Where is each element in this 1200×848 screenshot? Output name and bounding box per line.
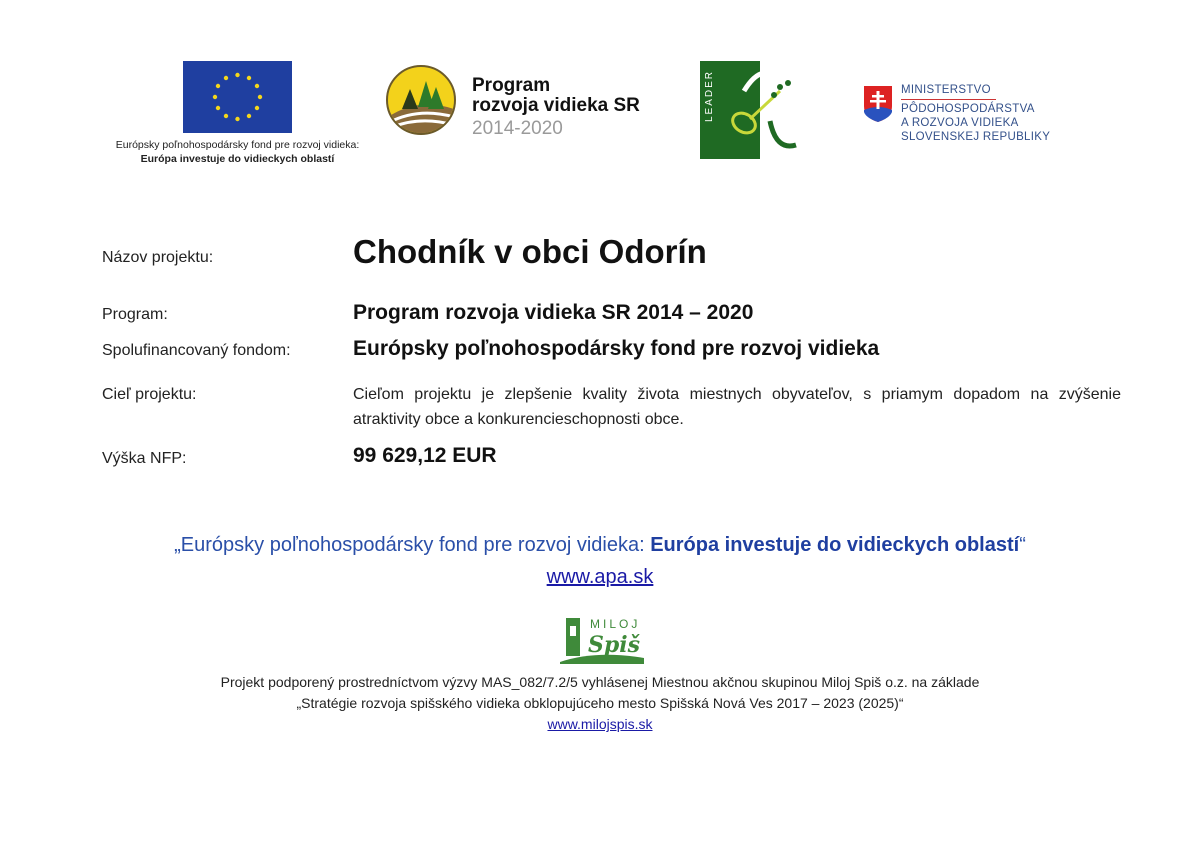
apa-link-row <box>0 566 1200 589</box>
nfp-label: Výška NFP: <box>102 450 187 467</box>
program-label: Program: <box>102 306 168 323</box>
eu-caption-line2: Európa investuje do vidieckych oblastí <box>140 153 335 165</box>
fund-label: Spolufinancovaný fondom: <box>102 342 291 359</box>
eu-caption <box>95 138 380 166</box>
svg-text:Spiš: Spiš <box>588 632 641 658</box>
ministry-line1: MINISTERSTVO <box>901 84 991 96</box>
prv-title <box>472 76 640 116</box>
leader-text: LEADER <box>704 70 715 123</box>
ministry-line3: A ROZVOJA VIDIEKA <box>901 117 1019 129</box>
program-value: Program rozvoja vidieka SR 2014 – 2020 <box>353 301 754 324</box>
footer-line1: Projekt podporený prostredníctvom výzvy MAS_082/7.2/5 vyhlásenej Miestnou akčnou skupinou Miloj Spiš o.z. na základe <box>220 674 980 690</box>
leader-emblem-icon <box>700 61 800 159</box>
footer-link-row <box>0 716 1200 732</box>
slogan-part1: „Európsky poľnohospodársky fond pre rozvoj vidieka: <box>174 534 651 556</box>
milojspis-link[interactable]: www.milojspis.sk <box>547 716 653 732</box>
prv-year: 2014-2020 <box>472 118 563 139</box>
footer-line2: „Stratégie rozvoja spišského vidieka obklopujúceho mesto Spišská Nová Ves 2017 – 2023 (2025)“ <box>296 695 904 711</box>
eu-flag-icon <box>183 61 292 133</box>
prv-landscape-icon <box>386 65 456 135</box>
slogan <box>0 534 1200 557</box>
miloj-spis-tower-icon <box>556 612 648 664</box>
goal-value: Cieľom projektu je zlepšenie kvality života miestnych obyvateľov, s priamym dopadom na zvýšenie atraktivity obce a konkurencieschopnosti obce. <box>353 386 1121 428</box>
slogan-part2: Európa investuje do vidieckych oblastí <box>650 534 1020 556</box>
project-name-value: Chodník v obci Odorín <box>353 233 707 270</box>
svg-text:MILOJ: MILOJ <box>590 617 641 631</box>
ministry-name <box>901 83 1050 144</box>
fund-value: Európsky poľnohospodársky fond pre rozvoj vidieka <box>353 337 880 360</box>
slogan-part3: “ <box>1019 534 1026 556</box>
nfp-value: 99 629,12 EUR <box>353 444 497 467</box>
eu-caption-line1: Európsky poľnohospodársky fond pre rozvoj vidieka: <box>115 139 360 151</box>
prv-line1: Program <box>472 75 551 96</box>
ministry-line2: PÔDOHOSPODÁRSTVA <box>901 103 1035 115</box>
ministry-line4: SLOVENSKEJ REPUBLIKY <box>901 131 1051 143</box>
apa-link[interactable]: www.apa.sk <box>546 566 654 588</box>
ministry-divider <box>901 99 996 100</box>
goal-label: Cieľ projektu: <box>102 386 197 403</box>
slovak-coat-of-arms-icon <box>864 86 892 122</box>
project-name-label: Názov projektu: <box>102 249 214 266</box>
prv-line2: rozvoja vidieka SR <box>472 95 640 116</box>
